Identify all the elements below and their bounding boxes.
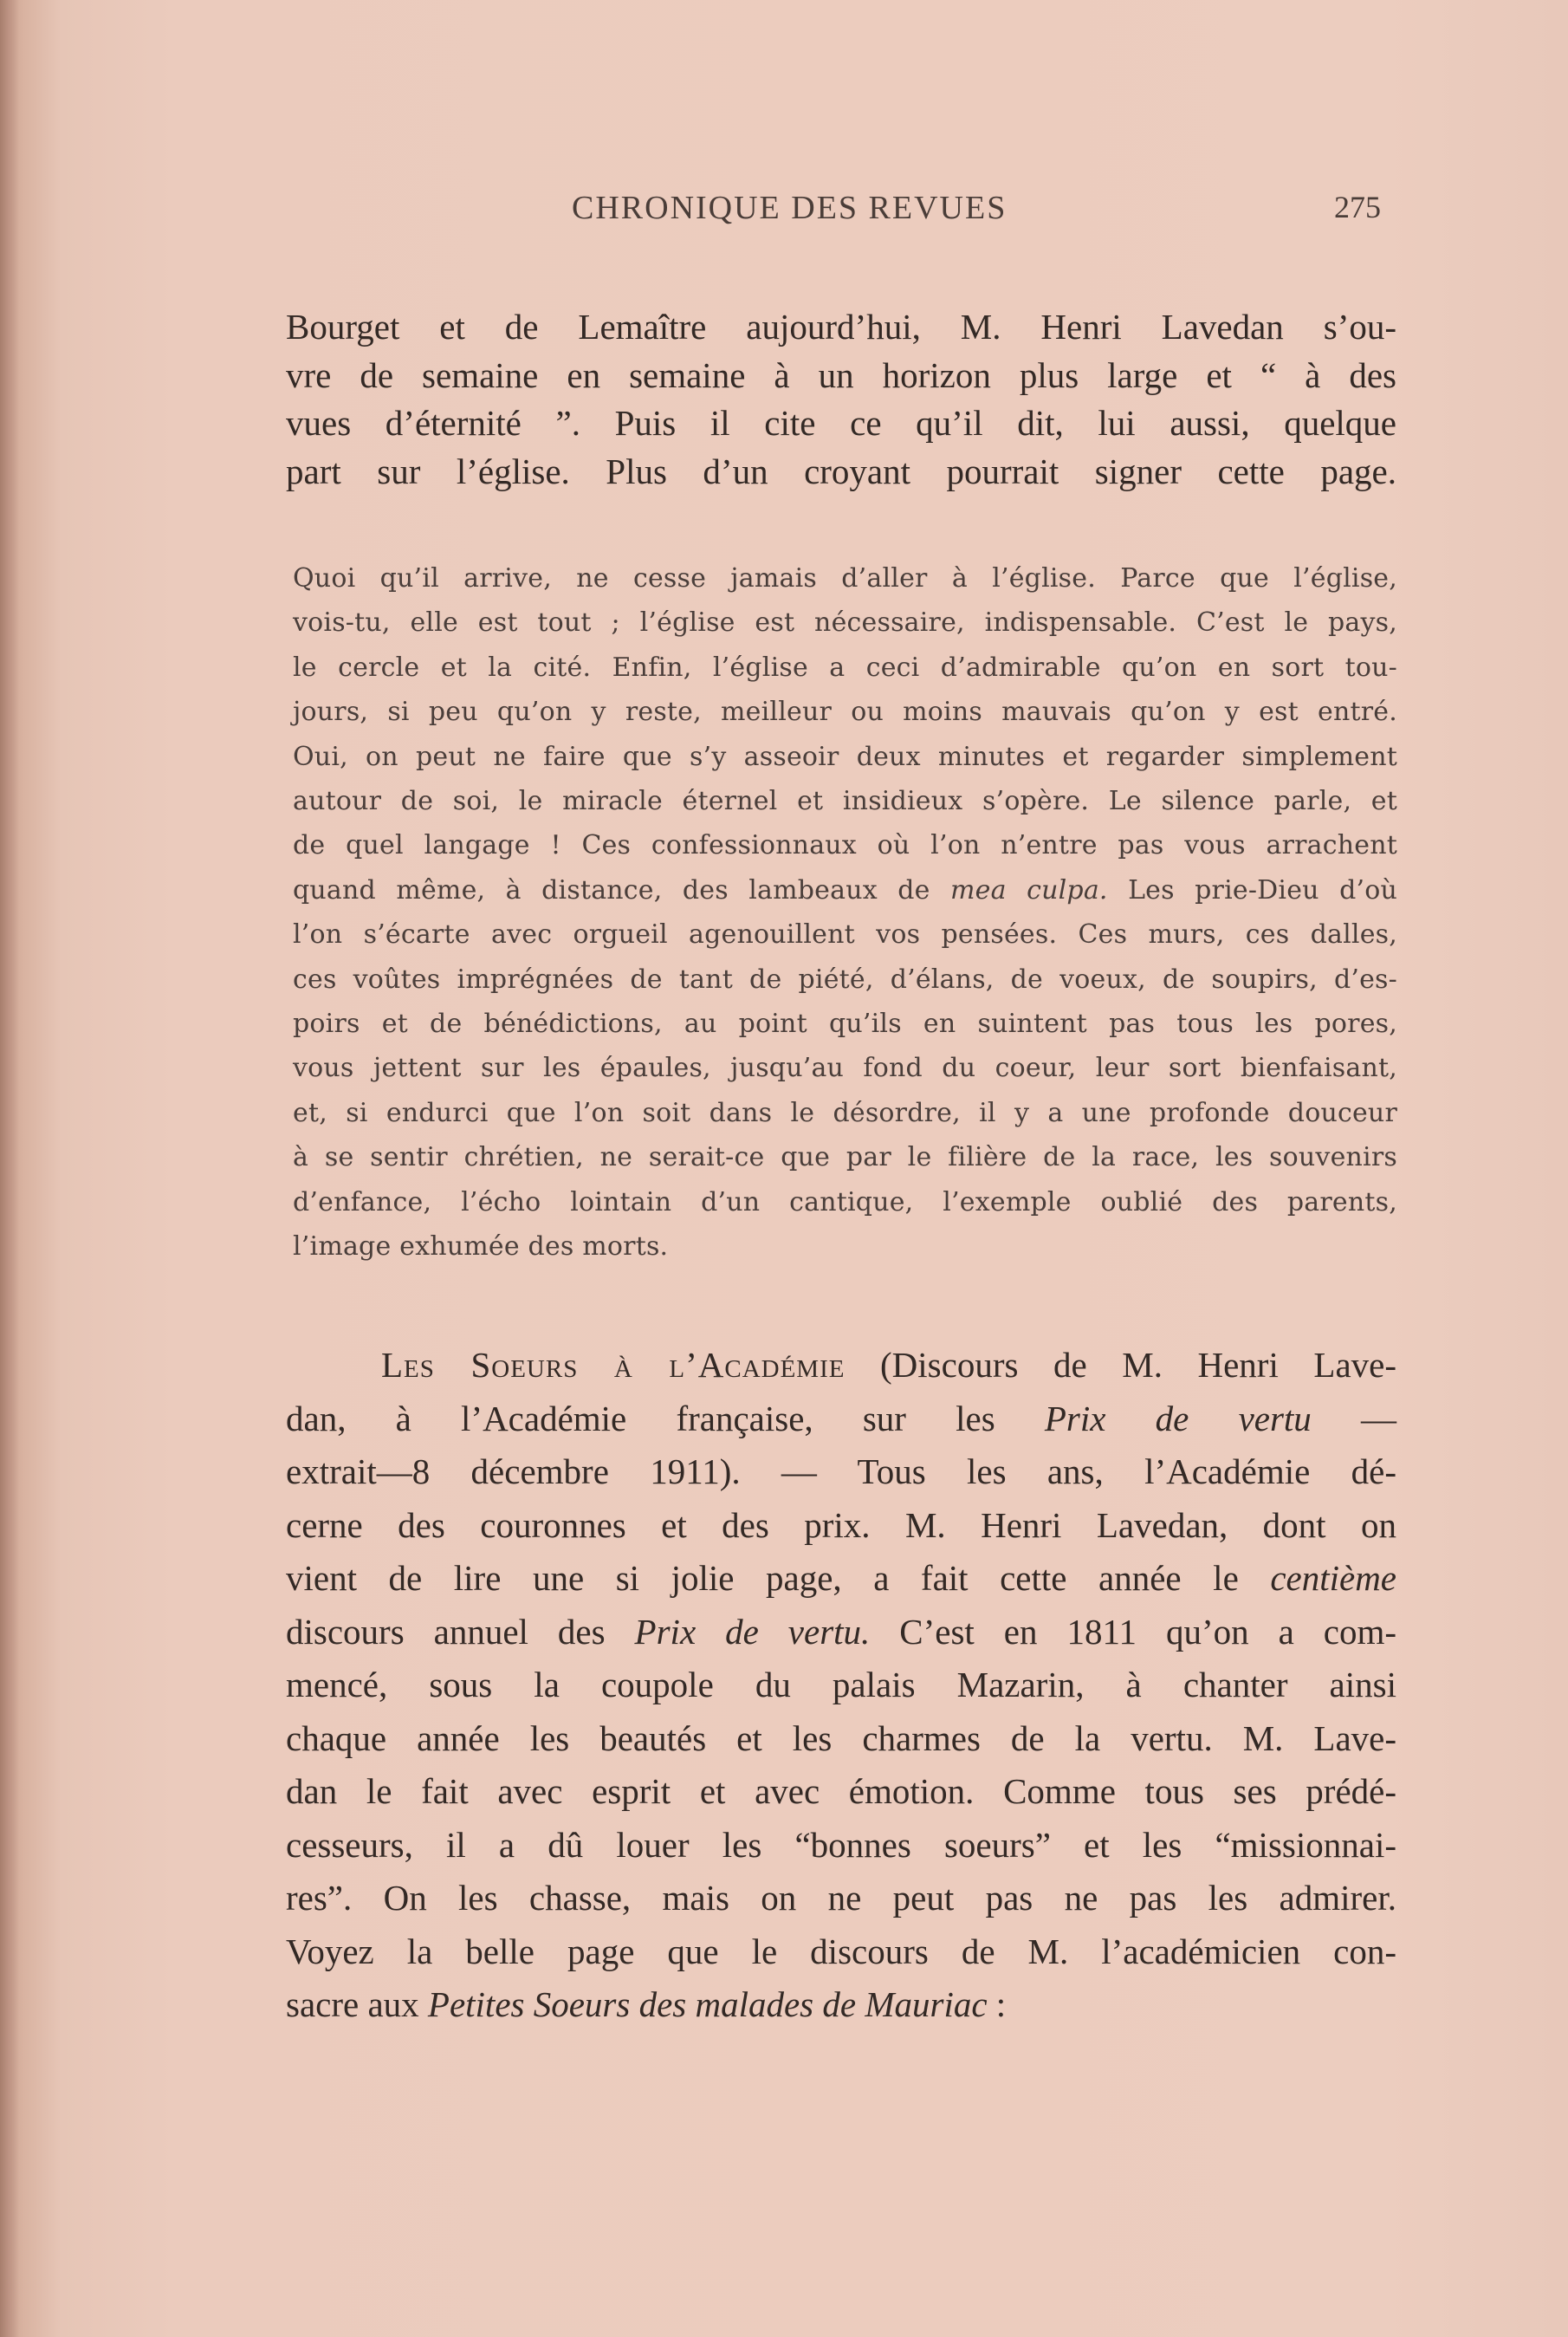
- opening-paragraph: [286, 303, 1396, 496]
- quote-line: d’enfance, l’écho lointain d’un cantique, l’exemple oublié des parents,: [293, 1186, 1397, 1217]
- section-heading: Les Soeurs à l’Académie: [381, 1345, 846, 1385]
- quote-line: [293, 868, 1397, 912]
- quote-line: l’on s’écarte avec orgueil agenouillent vos pensées. Ces murs, ces dalles,: [293, 919, 1397, 951]
- section-line: Voyez la belle page que le discours de M. l’académicien con-: [286, 1931, 1396, 1971]
- section-text-segment: discours annuel des: [286, 1611, 635, 1652]
- emphasis-word: centième: [1270, 1558, 1396, 1598]
- work-title: Prix de vertu.: [634, 1611, 871, 1652]
- quote-line: autour de soi, le miracle éternel et insidieux s’opère. Le silence parle, et: [293, 786, 1397, 817]
- section-line: cesseurs, il a dû louer les “bonnes soeurs” et les “missionnai-: [286, 1824, 1396, 1865]
- section-line: mencé, sous la coupole du palais Mazarin, à chanter ainsi: [286, 1665, 1396, 1704]
- paragraph-line: Bourget et de Lemaître aujourd’hui, M. Henri Lavedan s’ou-: [286, 307, 1396, 347]
- section-text-segment: :: [987, 1984, 1007, 2024]
- quote-line: à se sentir chrétien, ne serait-ce que par le filière de la race, les souvenirs: [293, 1142, 1397, 1173]
- section-line: [286, 1392, 1396, 1446]
- quote-text-segment: Les prie-Dieu d’où: [1128, 874, 1398, 906]
- running-title: CHRONIQUE DES REVUES: [572, 190, 1008, 226]
- section-text-segment: —: [1311, 1398, 1397, 1438]
- quote-line: vous jettent sur les épaules, jusqu’au fond du coeur, leur sort bienfaisant,: [293, 1053, 1397, 1084]
- section-paragraph: [286, 1339, 1396, 2032]
- section-text-segment: (Discours de M. Henri Lave-: [845, 1345, 1396, 1385]
- section-line: res”. On les chasse, mais on ne peut pas ne pas les admirer.: [286, 1878, 1396, 1918]
- quote-line: Oui, on peut ne faire que s’y asseoir deux minutes et regarder simplement: [293, 741, 1397, 772]
- quote-line: jours, si peu qu’on y reste, meilleur ou moins mauvais qu’on y est entré.: [293, 697, 1397, 728]
- work-title: Prix de vertu: [1044, 1398, 1312, 1438]
- quote-line: poirs et de bénédictions, au point qu’ils en suintent pas tous les pores,: [293, 1009, 1397, 1040]
- section-text-segment: sacre aux: [286, 1984, 428, 2024]
- section-line: [286, 1978, 1396, 2032]
- latin-phrase: mea culpa.: [950, 874, 1108, 906]
- section-text-segment: C’est en 1811 qu’on a com-: [870, 1611, 1397, 1652]
- paragraph-line: vre de semaine en semaine à un horizon plus large et “ à des: [286, 354, 1396, 395]
- section-line: [286, 1606, 1396, 1659]
- quote-line: ces voûtes imprégnées de tant de piété, d’élans, de voeux, de soupirs, d’es-: [293, 964, 1397, 995]
- quote-line: de quel langage ! Ces confessionnaux où l’on n’entre pas vous arrachent: [293, 830, 1397, 861]
- running-header: [572, 189, 1395, 241]
- section-text-segment: dan, à l’Académie française, sur les: [286, 1398, 1045, 1438]
- section-line: dan le fait avec esprit et avec émotion. Comme tous ses prédé-: [286, 1771, 1396, 1811]
- section-line: extrait—8 décembre 1911). — Tous les ans, l’Académie dé-: [286, 1451, 1396, 1491]
- quote-text-segment: quand même, à distance, des lambeaux de: [293, 874, 930, 906]
- page-number: 275: [1334, 190, 1381, 224]
- section-line: [286, 1552, 1396, 1606]
- quote-line: l’image exhumée des morts.: [293, 1231, 669, 1263]
- quote-line: Quoi qu’il arrive, ne cesse jamais d’aller à l’église. Parce que l’église,: [293, 563, 1397, 594]
- section-text-segment: vient de lire une si jolie page, a fait cette année le: [286, 1558, 1271, 1598]
- quote-line: et, si endurci que l’on soit dans le désordre, il y a une profonde douceur: [293, 1097, 1397, 1128]
- page-binding-edge: [0, 0, 19, 2337]
- paragraph-line: vues d’éternité ”. Puis il cite ce qu’il dit, lui aussi, quelque: [286, 403, 1396, 443]
- work-title: Petites Soeurs des malades de Mauriac: [427, 1984, 988, 2024]
- section-line: chaque année les beautés et les charmes de la vertu. M. Lave-: [286, 1717, 1396, 1758]
- block-quote: [293, 556, 1397, 1269]
- paragraph-line: part sur l’église. Plus d’un croyant pourrait signer cette page.: [286, 451, 1396, 491]
- quote-line: le cercle et la cité. Enfin, l’église a ceci d’admirable qu’on en sort tou-: [293, 652, 1397, 683]
- section-line: cerne des couronnes et des prix. M. Henri Lavedan, dont on: [286, 1504, 1396, 1545]
- section-line: [286, 1339, 1396, 1392]
- quote-line: vois-tu, elle est tout ; l’église est nécessaire, indispensable. C’est le pays,: [293, 607, 1397, 639]
